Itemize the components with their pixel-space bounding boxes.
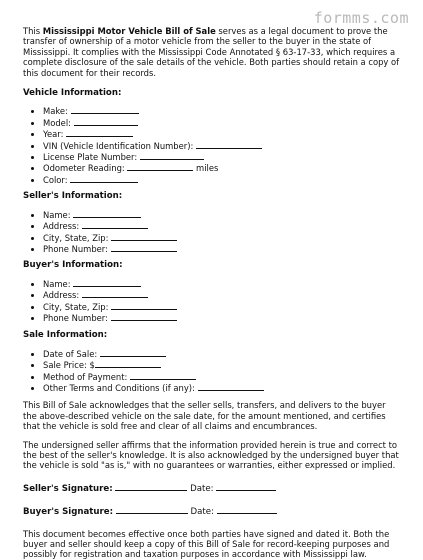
sale-heading: Sale Information: <box>23 330 108 341</box>
plate-field[interactable] <box>140 151 204 160</box>
vehicle-make-item <box>43 105 401 116</box>
vehicle-plate-item <box>43 151 401 162</box>
vehicle-vin-item <box>43 140 401 151</box>
seller-phone-item <box>43 243 401 254</box>
buyer-heading: Buyer's Information: <box>23 260 123 271</box>
intro-paragraph <box>23 26 401 78</box>
color-field[interactable] <box>70 174 138 183</box>
vin-field[interactable] <box>196 140 262 149</box>
other-terms-item <box>43 382 401 393</box>
buyer-name-item <box>43 278 401 289</box>
payment-method-item <box>43 371 401 382</box>
color-label: Color: <box>43 174 68 185</box>
seller-phone-field[interactable] <box>111 243 177 252</box>
seller-heading: Seller's Information: <box>23 191 123 202</box>
buyer-list <box>23 278 401 324</box>
seller-date-field[interactable] <box>216 482 276 491</box>
year-field[interactable] <box>66 128 133 137</box>
buyer-city-item <box>43 301 401 312</box>
seller-signature-label: Seller's Signature: <box>23 483 113 494</box>
vehicle-odometer-item <box>43 162 401 173</box>
acknowledgement-paragraph: This Bill of Sale acknowledges that the seller sells, transfers, and delivers to the buyer the above-described vehicle on the sale date, for the amount mentioned, and certifies that the vehicle is sold free and clear of all claims and encumbrances. <box>23 400 386 432</box>
buyer-address-label: Address: <box>43 290 80 301</box>
seller-date-label: Date: <box>190 483 214 494</box>
seller-list <box>23 209 401 255</box>
seller-signature-line <box>23 482 401 494</box>
sale-list <box>23 348 401 394</box>
buyer-city-field[interactable] <box>111 301 177 310</box>
odometer-field[interactable] <box>127 162 193 171</box>
vehicle-list <box>23 105 401 185</box>
vehicle-year-item <box>43 128 401 139</box>
vehicle-heading: Vehicle Information: <box>23 88 122 99</box>
buyer-city-label: City, State, Zip: <box>43 301 109 312</box>
sale-date-field[interactable] <box>100 348 166 357</box>
seller-address-item <box>43 220 401 231</box>
plate-label: License Plate Number: <box>43 152 138 163</box>
buyer-address-field[interactable] <box>82 289 148 298</box>
intro-text: This <box>23 26 43 36</box>
seller-name-field[interactable] <box>73 209 141 218</box>
odometer-unit: miles <box>196 163 219 174</box>
bill-of-sale-document <box>23 26 401 560</box>
sale-price-item <box>43 359 401 370</box>
payment-method-label: Method of Payment: <box>43 371 128 382</box>
buyer-name-field[interactable] <box>73 278 141 287</box>
seller-city-label: City, State, Zip: <box>43 232 109 243</box>
buyer-name-label: Name: <box>43 278 71 289</box>
payment-method-field[interactable] <box>130 371 196 380</box>
sale-date-label: Date of Sale: <box>43 348 98 359</box>
model-field[interactable] <box>74 117 138 126</box>
make-field[interactable] <box>71 105 139 114</box>
buyer-signature-field[interactable] <box>116 505 188 514</box>
closing-paragraph: This document becomes effective once both parties have signed and dated it. Both the buyer and seller should keep a copy of this Bill of Sale for record-keeping purposes and possibly for registration and taxation purposes in accordance with Mississippi law. <box>23 528 390 560</box>
intro-text-continued: serves as a legal document to prove the transfer of ownership of a motor vehicle from the seller to the buyer in the state of Mississippi. It complies with the Mississippi Code Annotated § 63-17-33, which requires a complete disclosure of the sale details of the vehicle. Both parties should retain a copy of this document for their records. <box>23 26 400 78</box>
sale-price-field[interactable] <box>95 359 161 368</box>
seller-city-field[interactable] <box>111 232 177 241</box>
sale-price-label: Sale Price: $ <box>43 360 95 371</box>
make-label: Make: <box>43 106 68 117</box>
seller-name-item <box>43 209 401 220</box>
buyer-address-item <box>43 289 401 300</box>
year-label: Year: <box>43 129 64 140</box>
buyer-phone-item <box>43 312 401 323</box>
vehicle-model-item <box>43 117 401 128</box>
model-label: Model: <box>43 117 71 128</box>
sale-date-item <box>43 348 401 359</box>
site-watermark: formms.com <box>313 9 409 27</box>
vin-label: VIN (Vehicle Identification Number): <box>43 140 194 151</box>
buyer-phone-field[interactable] <box>111 312 177 321</box>
buyer-date-field[interactable] <box>217 505 277 514</box>
buyer-date-label: Date: <box>190 507 214 518</box>
seller-phone-label: Phone Number: <box>43 243 108 254</box>
seller-address-field[interactable] <box>82 220 148 229</box>
other-terms-label: Other Terms and Conditions (if any): <box>43 382 195 393</box>
affirmation-paragraph: The undersigned seller affirms that the information provided herein is true and correct to the best of the seller's knowledge. It is also acknowledged by the undersigned buyer that the vehicle is sold "as is," with no guarantees or warranties, either expressed or implied. <box>23 439 399 471</box>
document-title: Mississippi Motor Vehicle Bill of Sale <box>42 26 216 36</box>
other-terms-field[interactable] <box>198 382 264 391</box>
seller-city-item <box>43 232 401 243</box>
buyer-signature-line <box>23 505 401 517</box>
buyer-signature-label: Buyer's Signature: <box>23 507 114 518</box>
odometer-label: Odometer Reading: <box>43 163 125 174</box>
buyer-phone-label: Phone Number: <box>43 312 108 323</box>
vehicle-color-item <box>43 174 401 185</box>
seller-name-label: Name: <box>43 209 71 220</box>
seller-address-label: Address: <box>43 221 80 232</box>
seller-signature-field[interactable] <box>115 482 187 491</box>
